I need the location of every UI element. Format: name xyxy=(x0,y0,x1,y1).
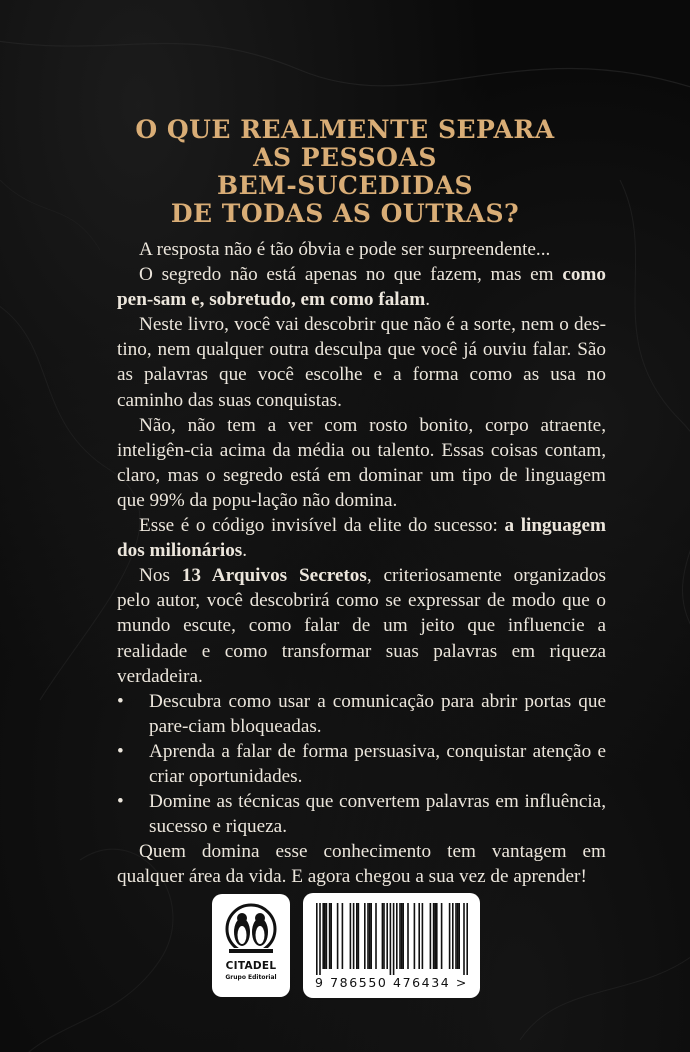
barcode-bar xyxy=(452,903,454,969)
headline-line: DE TODAS AS OUTRAS? xyxy=(170,199,520,228)
barcode-bar xyxy=(418,903,420,969)
barcode-bar xyxy=(329,903,331,969)
barcode-bar xyxy=(353,903,355,969)
barcode-bar xyxy=(434,903,436,969)
barcode-bar xyxy=(383,903,385,969)
barcode-bar xyxy=(466,903,468,975)
barcode-bar xyxy=(449,903,451,969)
barcode-bar xyxy=(401,903,403,969)
paragraph xyxy=(117,839,606,889)
barcode-bar xyxy=(436,903,438,969)
barcode-bar xyxy=(393,903,395,975)
publisher-name: CITADEL xyxy=(225,960,277,972)
paragraph xyxy=(117,312,606,412)
headline-line: O QUE REALMENTE SEPARA xyxy=(135,115,555,144)
paragraph xyxy=(117,563,606,688)
headline-line: BEM-SUCEDIDAS xyxy=(216,171,474,200)
body-text xyxy=(117,237,606,889)
bullet-icon: • xyxy=(117,740,124,762)
paragraph xyxy=(117,413,606,513)
bullet-icon: • xyxy=(117,690,124,712)
paragraph-text: A resposta não é tão óbvia e pode ser surpreendente... xyxy=(139,239,551,260)
headline-line: AS PESSOAS xyxy=(253,143,437,172)
paragraph xyxy=(117,237,606,262)
bullet-item xyxy=(117,789,606,839)
paragraph-text: Não, não tem a ver com rosto bonito, corpo atraente, inteligên-cia acima da média ou talento. Essas coisas contam, claro, mas o segredo está em dominar um tipo de linguagem que 99% da popu-lação não domina. xyxy=(117,414,606,511)
barcode-bar xyxy=(441,903,443,969)
barcode-bar xyxy=(356,903,358,969)
paragraph-text: , criteriosamente organizados pelo autor, você descobrirá como se expressar de modo que o mundo escute, como falar de um jeito que influencie a realidade e como transformar suas palavras em riqueza verdadeira. xyxy=(117,565,607,687)
paragraph xyxy=(117,513,606,563)
barcode-bar xyxy=(364,903,366,969)
barcode-bar xyxy=(316,903,318,975)
barcode-bar xyxy=(402,903,404,969)
bullet-item xyxy=(117,689,606,739)
paragraph-text: Esse é o código invisível da elite do sucesso: xyxy=(139,515,505,537)
barcode-bar xyxy=(358,903,360,969)
paragraph-text: Neste livro, você vai descobrir que não é a sorte, nem o des-tino, nem qualquer outra desculpa que você já ouviu falar. São as palavras que você escolhe e a forma como as usa no caminho das suas conquistas. xyxy=(117,314,606,411)
emphasis-text: 13 Arquivos Secretos xyxy=(181,565,367,587)
barcode-bar xyxy=(433,903,435,969)
emphasis-text: a linguagem dos milionários xyxy=(117,515,606,562)
barcode-bar xyxy=(324,903,326,969)
barcode-bar xyxy=(322,903,324,969)
barcode-bar xyxy=(458,903,460,969)
bullet-text: Domine as técnicas que convertem palavras em influência, sucesso e riqueza. xyxy=(149,791,606,838)
barcode-bar xyxy=(350,903,352,969)
barcode-bar xyxy=(382,903,384,969)
barcode-bar xyxy=(386,903,388,969)
bullet-item xyxy=(117,739,606,789)
paragraph xyxy=(117,262,606,312)
publisher-subtitle: Grupo Editorial xyxy=(225,974,277,981)
emphasis-text: como pen-sam e, sobretudo, em como falam xyxy=(117,264,606,311)
barcode-bar xyxy=(407,903,409,969)
paragraph-text: . xyxy=(425,289,431,311)
barcode-bar xyxy=(399,903,401,969)
bullet-text: Aprenda a falar de forma persuasiva, conquistar atenção e criar oportunidades. xyxy=(149,740,606,787)
barcode-bar xyxy=(370,903,372,969)
isbn-number: 9 786550 476434 > xyxy=(315,975,468,990)
barcode-bar xyxy=(367,903,369,969)
barcode-bar xyxy=(396,903,398,969)
barcode-bar xyxy=(326,903,328,969)
barcode-bar xyxy=(337,903,339,969)
paragraph-text: Nos xyxy=(139,565,182,587)
penguins-icon xyxy=(212,898,290,964)
barcode-bar xyxy=(342,903,344,969)
barcode-bar xyxy=(390,903,392,975)
barcode-bar xyxy=(319,903,321,975)
publisher-logo xyxy=(212,894,290,997)
paragraph-text: O segredo não está apenas no que fazem, mas em xyxy=(139,264,563,286)
barcode-bar xyxy=(457,903,459,969)
barcode-bar xyxy=(375,903,377,969)
barcode-bar xyxy=(455,903,457,969)
barcode-bar xyxy=(330,903,332,969)
barcode-bar xyxy=(369,903,371,969)
paragraph-text: . xyxy=(242,540,248,562)
barcode-bar xyxy=(422,903,424,969)
paragraph-text: Quem domina esse conhecimento tem vantagem em qualquer área da vida. E agora chegou a sua vez de aprender! xyxy=(117,841,606,888)
bullet-text: Descubra como usar a comunicação para abrir portas que pare-ciam bloqueadas. xyxy=(149,690,606,737)
barcode-bar xyxy=(430,903,432,969)
barcode-bar xyxy=(414,903,416,969)
headline xyxy=(0,116,690,228)
barcode-bar xyxy=(463,903,465,975)
bullet-icon: • xyxy=(117,791,124,813)
